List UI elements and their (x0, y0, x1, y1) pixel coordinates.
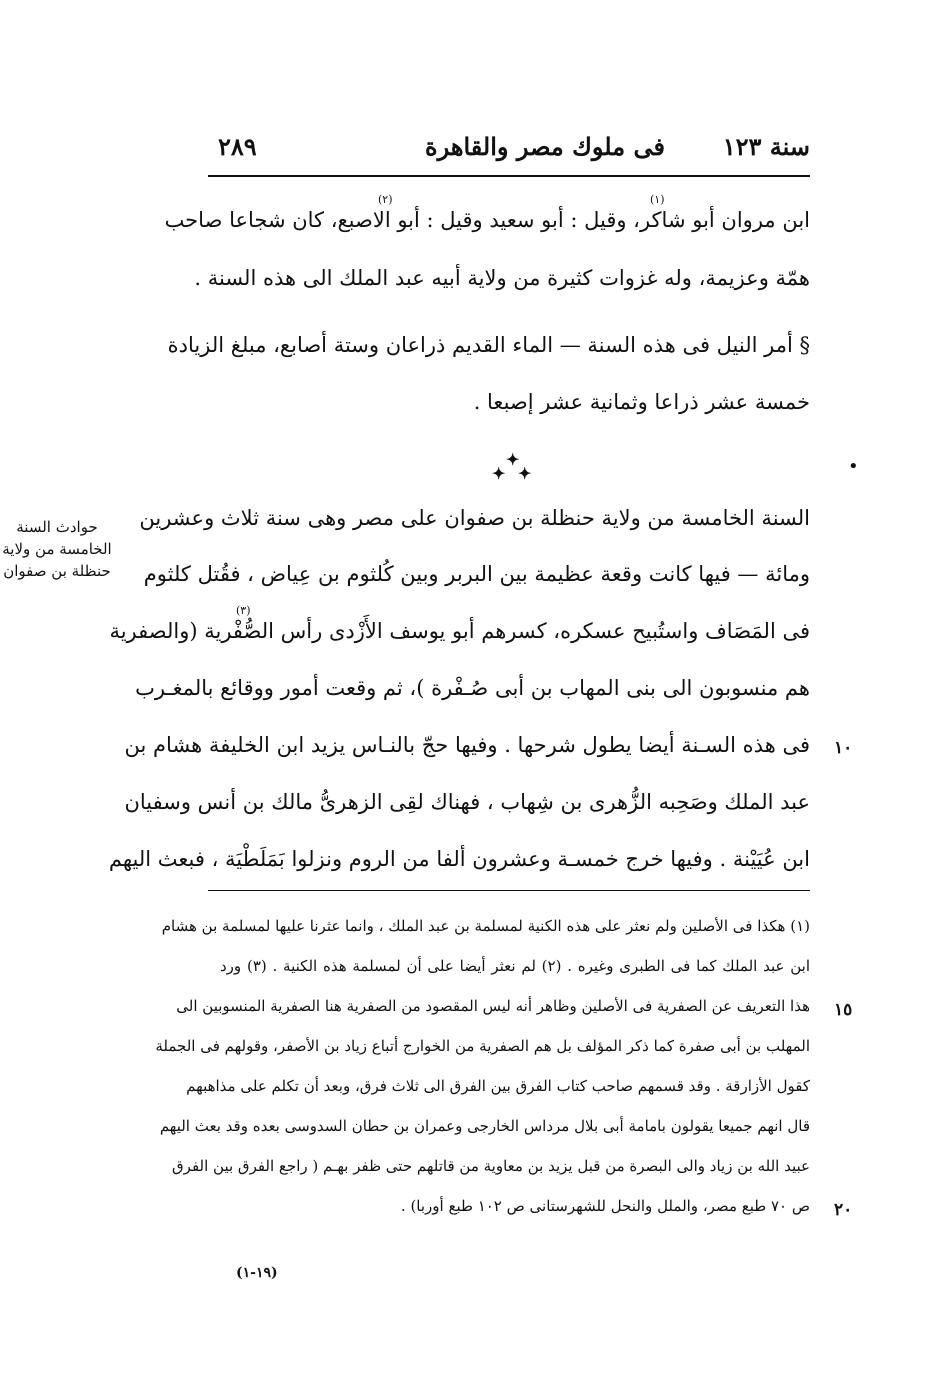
line-marker-dot: • (848, 456, 859, 477)
header-year: سنة ١٢٣ (722, 132, 810, 161)
margin-note: حوادث السنة الخامسة من ولاية حنظلة بن صفوان (2, 518, 112, 580)
paragraph-line: فى المَصَاف واستُبيح عسكره، كسرهم أبو يوسف الأَزْدى رأس الصُّفْرية (والصفرية (109, 619, 810, 643)
paragraph-line: ومائة — فيها كانت وقعة عظيمة بين البربر وبين كُلثوم بن عِياض ، فقُتل كلثوم (143, 562, 810, 586)
footnote-line: المهلب بن أبى صفرة كما ذكر المؤلف بل هم الصفرية من الخوارج أتباع زياد بن الأصفر، وقولهم فى الجملة (155, 1037, 810, 1055)
paragraph-line: ابن عُيَيْنة . وفيها خرج خمسـة وعشرون ألفا من الروم ونزلوا بَمَلَطْيَة ، فبعث اليهم (108, 847, 810, 871)
paragraph-line: همّة وعزيمة، وله غزوات كثيرة من ولاية أبيه عبد الملك الى هذه السنة . (194, 266, 810, 290)
page-number: ٢٨٩ (218, 132, 257, 161)
footnote-line: (١) هكذا فى الأصلين ولم نعثر على هذه الكنية لمسلمة بن عبد الملك ، وانما عثرنا عليها لمسلمة بن هشام (161, 917, 810, 935)
paragraph-line: هم منسوبون الى بنى المهاب بن أبى صُـفْرة )، ثم وقعت أمور ووقائع بالمغـرب (135, 676, 810, 700)
footnote-line: ابن عبد الملك كما فى الطبرى وغيره . (٢) لم نعثر أيضا على أن لمسلمة هذه الكنية . (٣) ورد (220, 957, 810, 975)
header-rule (208, 175, 810, 177)
paragraph-line: السنة الخامسة من ولاية حنظلة بن صفوان على مصر وهى سنة ثلاث وعشرين (139, 506, 810, 530)
section-ornament: ✦ ✦ ✦ (492, 450, 532, 483)
footnote-line: قال انهم جميعا يقولون بامامة أبى بلال مرداس الخارجى وعمران بن حطان السدوسى بعده وقد بعث اليهم (159, 1117, 810, 1135)
footnote-rule (208, 890, 810, 891)
paragraph-line: خمسة عشر ذراعا وثمانية عشر إصبعا . (473, 390, 810, 414)
footnote-line: كقول الأزارقة . وقد قسمهم صاحب كتاب الفرق بين الفرق الى ثلاث فرق، وبعد أن تكلم على مذاهبهم (186, 1077, 810, 1095)
signature-mark: (١٩-١) (236, 1265, 278, 1281)
footnote-line: ص ٧٠ طبع مصر، والملل والنحل للشهرستانى ص ١٠٢ طبع أوربا) . (400, 1197, 810, 1215)
paragraph-line: فى هذه السـنة أيضا يطول شرحها . وفيها حجّ بالنـاس يزيد ابن الخليفة هشام بن (124, 733, 810, 757)
paragraph-line: § أمر النيل فى هذه السنة — الماء القديم ذراعان وستة أصابع، مبلغ الزيادة (167, 333, 810, 357)
line-number: ١٠ (834, 738, 853, 758)
paragraph-line: ابن مروان أبو شاكر، وقيل : أبو سعيد وقيل : أبو الاصبع، كان شجاعا صاحب (164, 208, 810, 232)
line-number: ١٥ (834, 1000, 853, 1020)
footnote-ref-2: (٢) (378, 193, 393, 206)
line-number: ٢٠ (834, 1200, 853, 1220)
footnote-ref-1: (١) (650, 193, 665, 206)
paragraph-line: عبد الملك وصَحِبه الزُّهرى بن شِهاب ، فهناك لقِى الزهرىُّ مالك بن أنس وسفيان (124, 790, 810, 814)
footnote-line: هذا التعريف عن الصفرية فى الأصلين وظاهر أنه ليس المقصود من الصفرية هنا الصفرية المنسوبين الى (176, 997, 810, 1015)
footnote-line: عبيد الله بن زياد والى البصرة من قبل يزيد بن معاوية من قاتلهم حتى ظفر بهـم ( راجع الفرق بين الفرق (172, 1157, 810, 1175)
footnote-ref-3: (٣) (236, 604, 251, 617)
header-title: فى ملوك مصر والقاهرة (425, 132, 665, 161)
